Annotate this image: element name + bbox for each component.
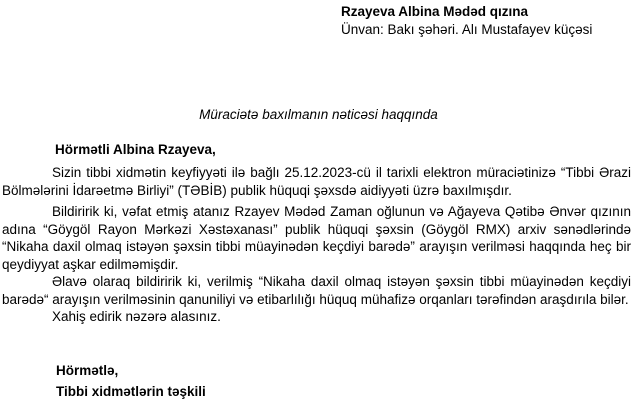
recipient-address: Ünvan: Bakı şəhəri. Alı Mustafayev küçəsi: [341, 22, 593, 37]
recipient-block: [341, 3, 592, 39]
salutation: Hörmətli Albina Rzayeva,: [55, 142, 216, 157]
paragraph-request-note: Xahiş edirik nəzərə alasınız.: [52, 309, 221, 324]
paragraph-response-received: Sizin tibbi xidmətin keyfiyyəti ilə bağlı 25.12.2023-cü il tarixli elektron müraciətinizə “Tibbi Ərazi Bölmələrini İdarəetmə Birliyi” (TƏBİB) publik hüquqi şəxsdə aidiyyəti üzrə baxılmışdır.: [2, 165, 631, 198]
closing-department: Tibbi xidmətlərin təşkili: [56, 384, 206, 399]
letter-subject: Müraciətə baxılmanın nəticəsi haqqında: [199, 107, 438, 122]
letter-body: [2, 164, 631, 326]
paragraph-archive-result: Bildiririk ki, vəfat etmiş atanız Rzayev Mədəd Zaman oğlunun və Ağayeva Qətibə Ənvər qızının adına “Göygöl Rayon Mərkəzi Xəstəxanası” publik hüquqi şəxsin (Göygöl RMX) arxiv sənədlərində “Nikaha daxil olmaq istəyən şəxsin tibbi müayinədən keçdiyi barədə” arayışın verilməsi haqqında heç bir qeydiyyat aşkar edilməmişdir.: [2, 204, 631, 272]
signature-block: [56, 360, 206, 400]
recipient-name: Rzayeva Albina Mədəd qızına: [341, 4, 529, 19]
paragraph-legal-note: Əlavə olaraq bildiririk ki, verilmiş “Nikaha daxil olmaq istəyən şəxsin tibbi müayinədən keçdiyi barədə“ arayışın verilməsinin qanuniliyi və etibarlılığı hüquq mühafizə orqanları tərəfindən araşdırıla bilər.: [2, 274, 631, 307]
closing-regards: Hörmətlə,: [56, 363, 119, 378]
